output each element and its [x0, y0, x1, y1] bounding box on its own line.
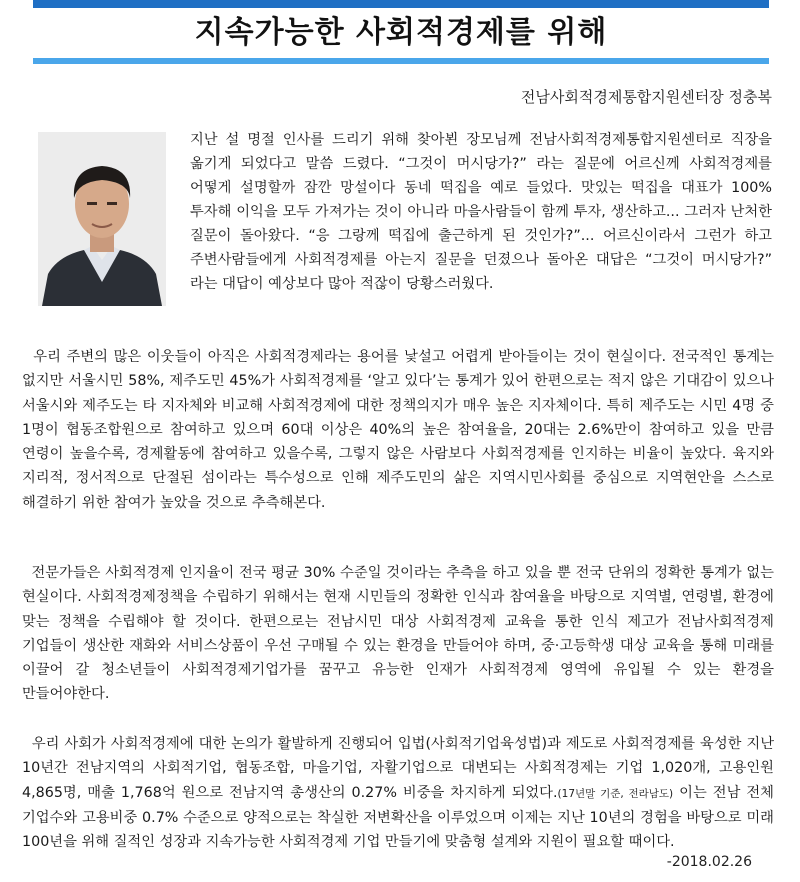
body-paragraph-2-text: 전문가들은 사회적경제 인지율이 전국 평균 30% 수준일 것이라는 추측을 하고 있을 뿐 전국 단위의 정확한 통계가 없는 현실이다. 사회적경제정책을 수립하기 위해서는 현재 시민들의 정확한 인식과 참여율을 바탕으로 지역별, 연령별, 환경에 맞는 정책을 수립해야 할 것이다. 한편으로는 전남시민 대상 사회적경제 교육을 통한 인식 제고가 전남사회적경제 기업들이 생산한 재화와 서비스상품이 우선 구매될 수 있는 환경을 만들어야 하며, 중·고등학생 대상 교육을 통해 미래를 이끌어 갈 청소년들이 사회적경제기업가를 꿈꾸고 유능한 인재가 사회적경제 영역에 유입될 수 있는 환경을 만들어야한다.: [22, 565, 774, 703]
body-paragraph-1: [22, 345, 774, 515]
header-top-rule: [33, 0, 769, 8]
author-photo: [38, 132, 166, 306]
portrait-icon: [38, 132, 166, 306]
body-paragraph-3-text-cont: 이는 전남 전체 기업수와 고용비중 0.7% 수준으로 양적으로는 착실한 저변확산을 이루었으며 이제는 지난 10년의 경험을 바탕으로 미래 100년을 위해 질적인 성장과 지속가능한 사회적경제 기업 만들기에 맞춤형 설계와 지원이 필요할 때이다.: [22, 784, 774, 851]
source-note: (17년말 기준, 전라남도): [557, 787, 674, 800]
intro-paragraph: 지난 설 명절 인사를 드리기 위해 찾아뵌 장모님께 전남사회적경제통합지원센터로 직장을 옮기게 되었다고 말씀 드렸다. “그것이 머시당가?” 라는 질문에 어르신께 사회적경제를 어떻게 설명할까 잠깐 망설이다 동네 떡집을 예로 들었다. 맛있는 떡집을 대표가 100% 투자해 이익을 모두 가져가는 것이 아니라 마을사람들이 함께 투자, 생산하고... 그러자 난처한 질문이 돌아왔다. “응 그랑께 떡집에 출근하게 된 것인가?”... 어르신이라서 그런가 하고 주변사람들에게 사회적경제를 아는지 질문을 던졌으나 돌아온 대답은 “그것이 머시당가?” 라는 대답이 예상보다 많아 적잖이 당황스러웠다.: [190, 132, 772, 292]
publication-date: -2018.02.26: [666, 854, 752, 870]
header-bottom-rule: [33, 58, 769, 64]
body-paragraph-3-text: 우리 사회가 사회적경제에 대한 논의가 활발하게 진행되어 입법(사회적기업육성법)과 제도로 사회적경제를 육성한 지난 10년간 전남지역의 사회적기업, 협동조합, 마을기업, 자활기업으로 대변되는 사회적경제는 기업 1,020개, 고용인원 4,865명, 매출 1,768억 원으로 전남지역 총생산의 0.27% 비중을 차지하게 되었다.: [22, 736, 775, 801]
body-paragraph-2: [22, 561, 774, 707]
page-title: 지속가능한 사회적경제를 위해: [194, 15, 608, 50]
body-paragraph-1-text: 우리 주변의 많은 이웃들이 아직은 사회적경제라는 용어를 낯설고 어렵게 받아들이는 것이 현실이다. 전국적인 통계는 없지만 서울시민 58%, 제주도민 45%가 사회적경제를 ‘알고 있다’는 통계가 있어 한편으로는 적지 않은 기대감이 있으나 서울시와 제주도는 타 지자체와 비교해 사회적경제에 대한 정책의지가 매우 높은 지자체이다. 특히 제주도는 시민 4명 중 1명이 협동조합원으로 참여하고 있으며 60대 이상은 40%의 높은 참여율을, 20대는 2.6%만이 참여하고 있을 만큼 연령이 높을수록, 경제활동에 참여하고 있을수록, 그렇지 않은 사람보다 사회적경제를 인지하는 비율이 높았다. 육지와 지리적, 정서적으로 단절된 섬이라는 특수성으로 인해 제주도민의 삶은 지역시민사회를 중심으로 지역현안을 스스로 해결하기 위한 참여가 높았을 것으로 추측해본다.: [22, 349, 774, 511]
body-paragraph-3: [22, 732, 774, 854]
author-byline: 전남사회적경제통합지원센터장 정충복: [520, 88, 772, 106]
